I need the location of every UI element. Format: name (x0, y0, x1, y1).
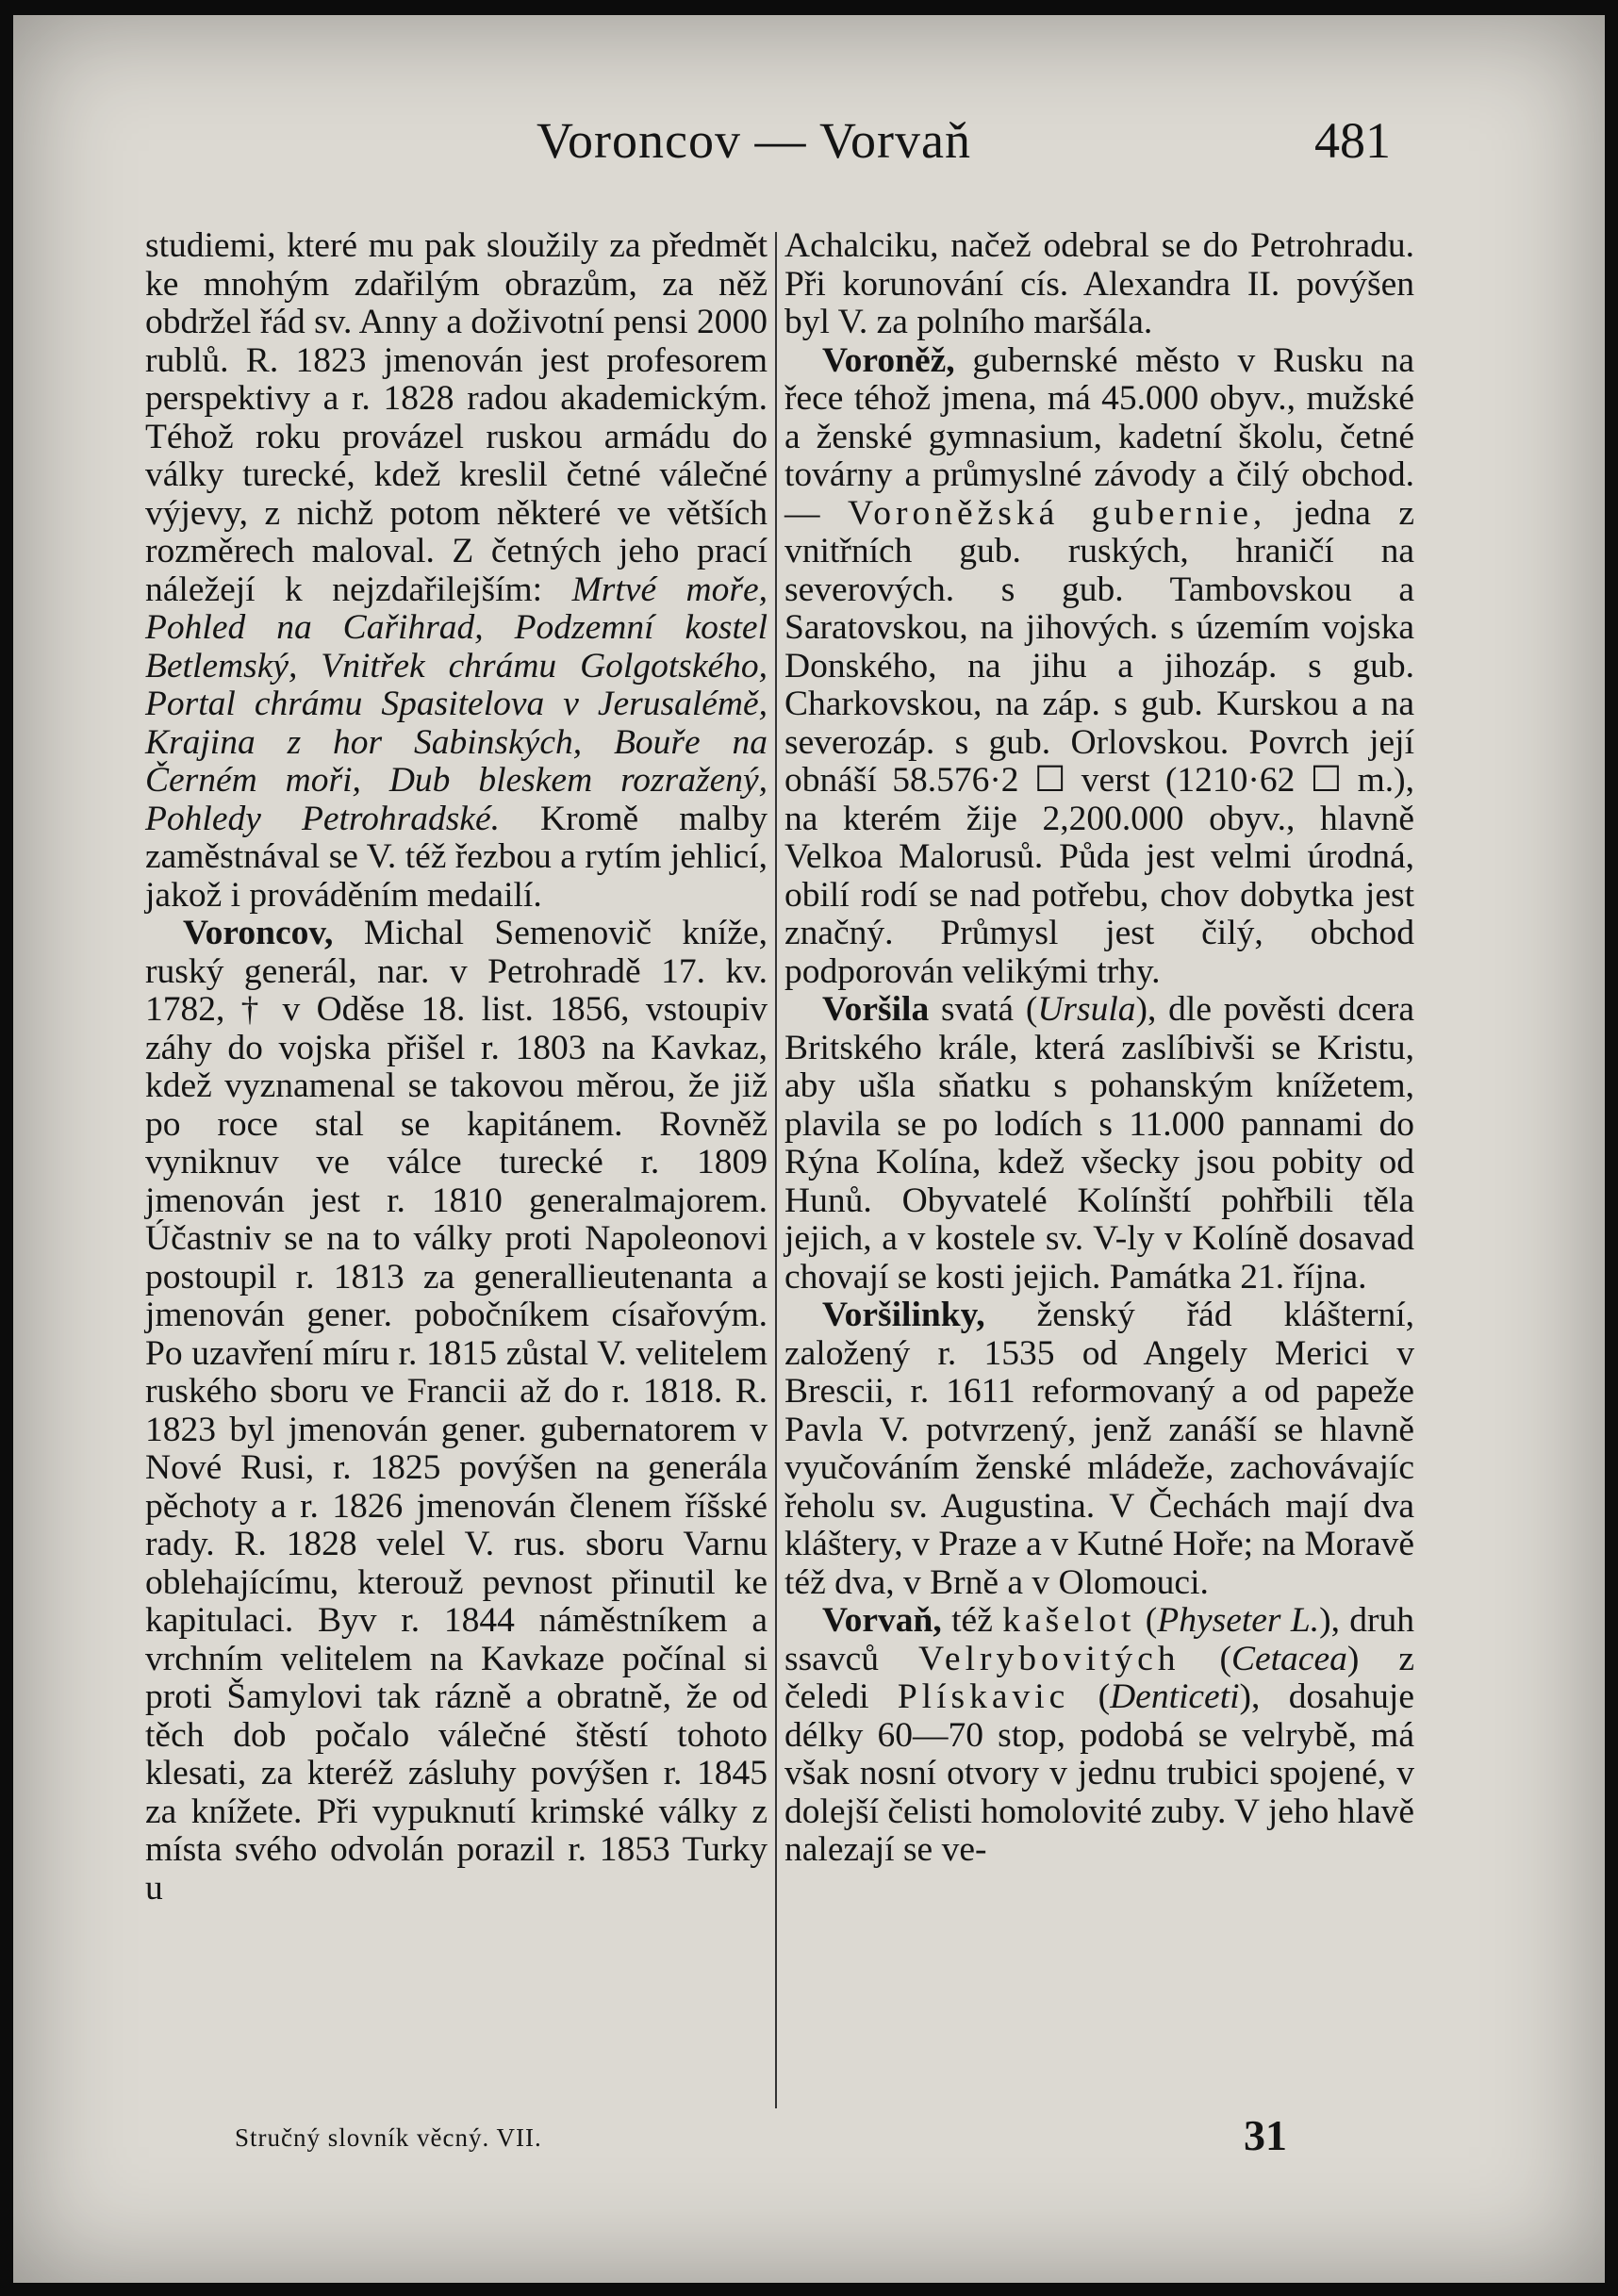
page-header (13, 111, 1605, 187)
entry-text: ), dosahuje délky 60—70 stop, podobá se velrybě, má však nosní otvory v jednu trubici spojené, v dolejší čelisti homolovité zuby. V jeho hlavě nalezají se ve- (784, 1677, 1414, 1869)
sheet-number: 31 (1244, 2111, 1287, 2159)
entry-text: svatá ( (941, 990, 1038, 1029)
entry-vorvan (784, 1602, 1414, 1870)
headword: Vorvaň, (822, 1601, 942, 1640)
spaced-term: kašelot (1002, 1601, 1136, 1640)
page-number: 481 (1314, 112, 1391, 169)
entry-voronez (784, 342, 1414, 992)
entry-text: ), druh ssavců (784, 1601, 1415, 1678)
entry-text: ( (1219, 1639, 1231, 1678)
continuation-end: Kromě malby zaměstnával se V. též řezbou a rytím jehlicí, jakož i prováděním medailí. (145, 799, 768, 915)
right-column (784, 227, 1414, 1870)
entry-vorsilinky (784, 1297, 1414, 1602)
entry-text: jedna z vnitřních gub. ruských, hraničí na severových. s gub. Tambovskou a Saratovskou, na jihových. s územím vojska Donského, na jihu a jihozáp. s gub. Charkovskou, na záp. s gub. Kurskou a na severozáp. s gub. Orlovskou. Povrch její obnáší 58.576·2 ☐ verst (1210·62 ☐ m.), na kterém žije 2,200.000 obyv., hlavně Velkoa Malorusů. Půda jest velmi úrodná, obilí rodí se nad potřebu, chov dobytka jest značný. Průmysl jest čilý, obchod podporován velikými trhy. (784, 493, 1414, 991)
latin-name: Cetacea (1230, 1639, 1347, 1678)
latin-name: Physeter L. (1157, 1601, 1320, 1640)
entry-continuation (145, 227, 768, 915)
latin-name: Ursula (1037, 990, 1136, 1029)
entry-continuation (784, 227, 1414, 342)
spaced-term: Plískavic (897, 1677, 1070, 1716)
continuation-text: studiemi, které mu pak sloužily za předmět ke mnohým zdařilým obrazům, za něž obdržel řád sv. Anny a doživotní pensi 2000 rublů. R. 1823 jmenován jest profesorem perspektivy a r. 1828 radou akademickým. Téhož roku provázel ruskou armádu do války turecké, kdež kreslil četné válečné výjevy, z nichž potom některé ve větších rozměrech maloval. Z četných jeho prací náležejí k nejzdařilejším: (145, 226, 768, 609)
sub-headword: Voroněžská gubernie, (847, 493, 1267, 533)
entry-text: gubernské město v Rusku na řece téhož jmena, má 45.000 obyv., mužské a ženské gymnasium, kadetní školu, četné továrny a průmyslné závody a čilý obchod. — (784, 340, 1414, 533)
headword: Voroněž, (822, 340, 955, 380)
latin-name: Denticeti (1110, 1677, 1240, 1716)
dictionary-page (13, 15, 1605, 2283)
entry-vorsila (784, 991, 1414, 1297)
entry-text: ( (1098, 1677, 1111, 1716)
printer-signature: Stručný slovník věcný. VII. (235, 2123, 542, 2152)
entry-voroncov-michal (145, 915, 768, 1908)
entry-text: též (951, 1601, 993, 1640)
entry-text: ženský řád klášterní, založený r. 1535 od Angely Merici v Brescii, r. 1611 reformovaný a od papeže Pavla V. potvrzený, jenž zanáší se hlavně vyučováním ženské mládeže, zachovávajíc řeholu sv. Augustina. V Čechách mají dva kláštery, v Praze a v Kutné Hoře; na Moravě též dva, v Brně a v Olomouci. (784, 1296, 1415, 1602)
running-title: Voroncov — Vorvaň (537, 112, 971, 169)
entry-text: ), dle pověsti dcera Britského krále, která zaslíbivši se Kristu, aby ušla sňatku s pohanským knížetem, plavila se po lodích s 11.000 pannami do Rýna Kolína, kdež všecky jsou pobity od Hunů. Obyvatelé Kolínští pohřbili těla jejich, a v kostele sv. V-ly v Kolíně dosavad chovají se kosti jejich. Památka 21. října. (784, 990, 1415, 1297)
left-column (145, 227, 768, 1908)
headword: Voršilinky, (822, 1296, 985, 1334)
continuation-text: Achalciku, načež odebral se do Petrohradu. Při korunování cís. Alexandra II. povýšen byl V. za polního maršála. (784, 226, 1414, 341)
column-divider (775, 232, 777, 2108)
works-list: Mrtvé moře, Pohled na Cařihrad, Podzemní kostel Betlemský, Vnitřek chrámu Golgotského, Portal chrámu Spasitelova v Jerusalémě, Krajina z hor Sabinských, Bouře na Černém moři, Dub bleskem rozražený, Pohledy Petrohradské. (145, 570, 768, 838)
entry-text: ( (1145, 1601, 1158, 1640)
headword: Voroncov, (183, 914, 334, 952)
entry-text: ) z čeledi (784, 1639, 1415, 1716)
headword: Voršila (822, 990, 930, 1029)
entry-text: Michal Semenovič kníže, ruský generál, nar. v Petrohradě 17. kv. 1782, † v Oděse 18. list. 1856, vstoupiv záhy do vojska přišel r. 1803 na Kavkaz, kdež vyznamenal se takovou měrou, že již po roce stal se kapitánem. Rovněž vyniknuv ve válce turecké r. 1809 jmenován jest r. 1810 generalmajorem. Účastniv se na to války proti Napoleonovi postoupil r. 1813 za generallieutenanta a jmenován gener. pobočníkem císařovým. Po uzavření míru r. 1815 zůstal V. velitelem ruského sboru ve Francii až do r. 1818. R. 1823 byl jmenován gener. gubernatorem v Nové Rusi, r. 1825 povýšen na generála pěchoty a r. 1826 jmenován členem říšské rady. R. 1828 velel V. rus. sboru Varnu oblehajícímu, kterouž pevnost přinutil ke kapitulaci. Byv r. 1844 náměstníkem a vrchním velitelem na Kavkaze počínal si proti Šamylovi tak rázně a obratně, že od těch dob počalo válečné štěstí tohoto klesati, za kteréž zásluhy povýšen r. 1845 za knížete. Při vypuknutí krimské války z místa svého odvolán porazil r. 1853 Turky u (145, 914, 768, 1908)
spaced-term: Velrybovitých (918, 1639, 1180, 1678)
